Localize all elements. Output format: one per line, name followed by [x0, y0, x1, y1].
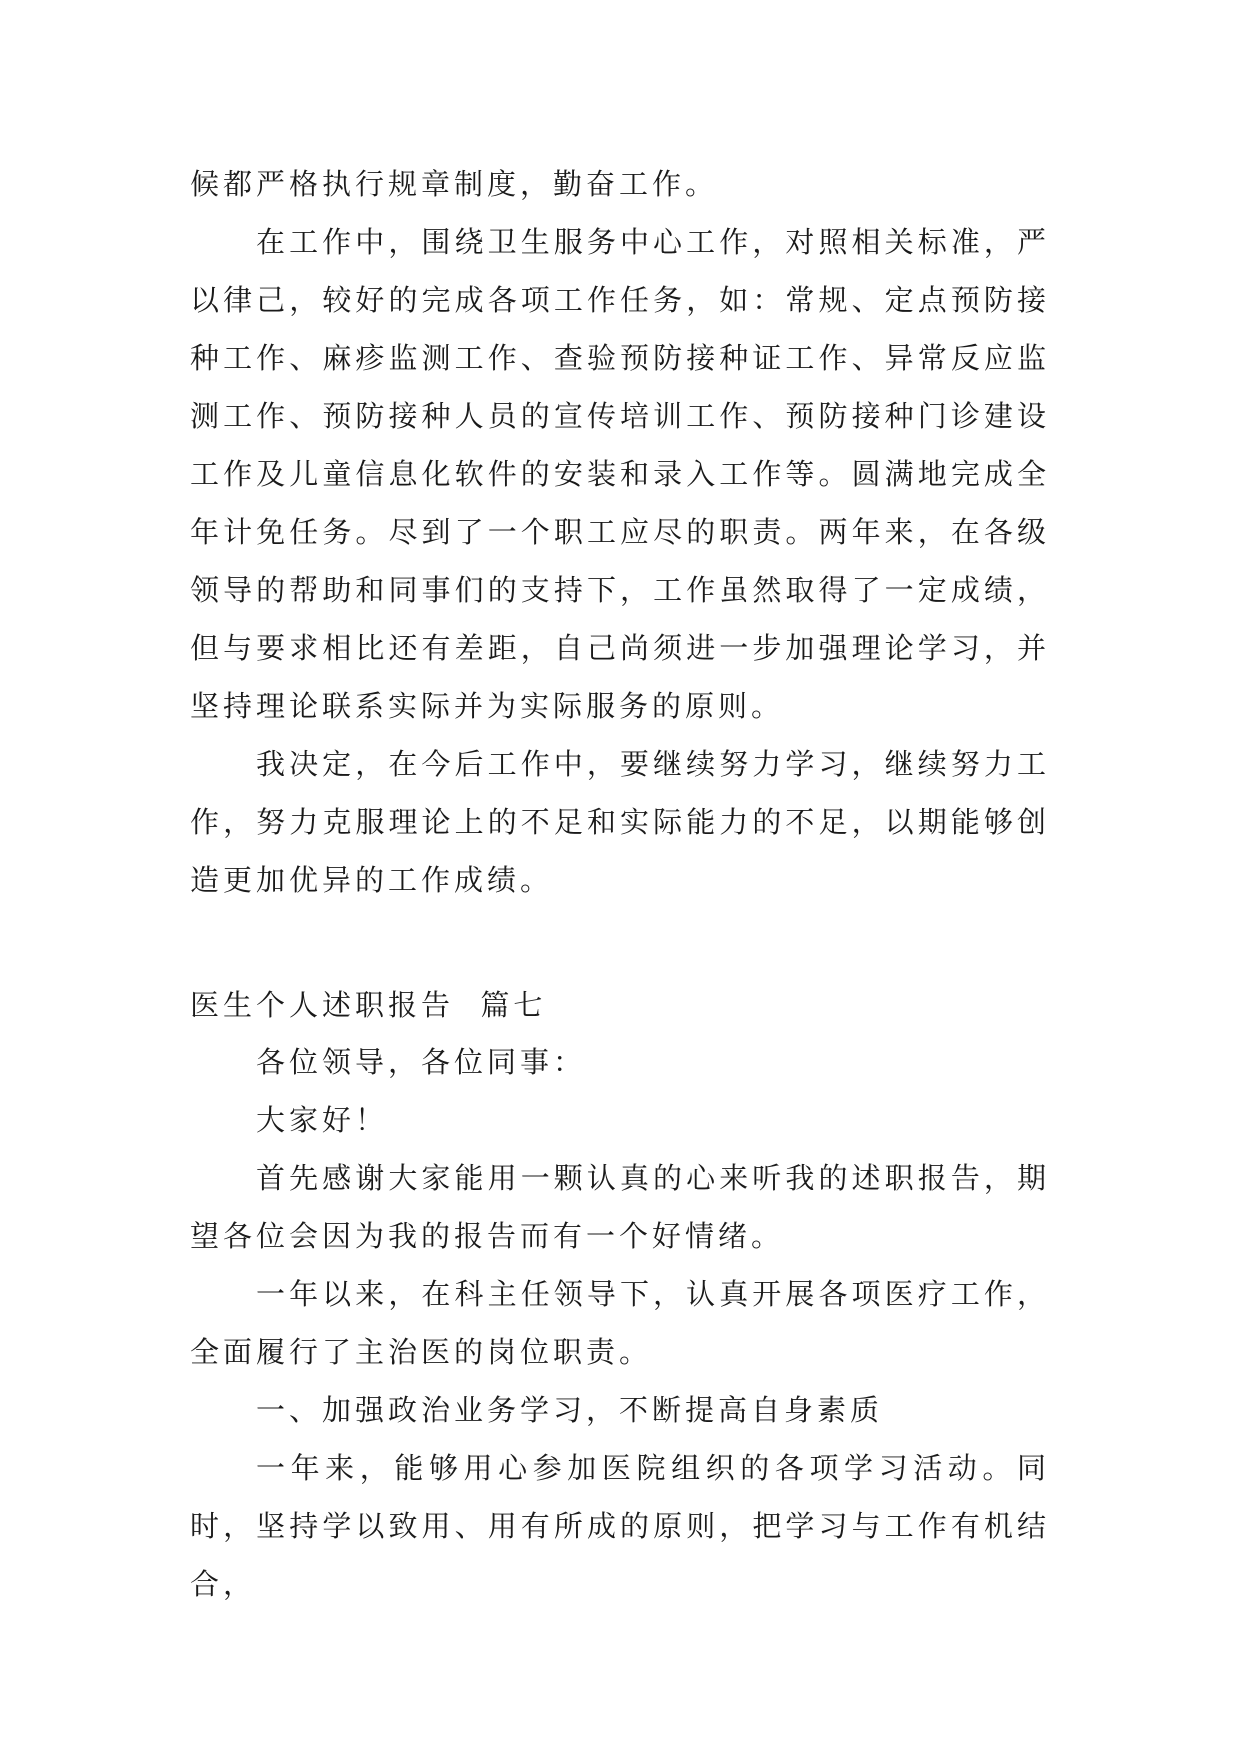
paragraph-work-tasks: 在工作中，围绕卫生服务中心工作，对照相关标准，严以律己，较好的完成各项工作任务，如：常规、定点预防接种工作、麻疹监测工作、查验预防接种证工作、异常反应监测工作、预防接种人员的宣传培训工作、预防接种门诊建设工作及儿童信息化软件的安装和录入工作等。圆满地完成全年计免任务。尽到了一个职工应尽的职责。两年来，在各级领导的帮助和同事们的支持下，工作虽然取得了一定成绩，但与要求相比还有差距，自己尚须进一步加强理论学习，并坚持理论联系实际并为实际服务的原则。	[190, 225, 1050, 723]
paragraph-study-activities: 一年来，能够用心参加医院组织的各项学习活动。同时，坚持学以致用、用有所成的原则，把学习与工作有机结合，	[190, 1451, 1050, 1601]
paragraph-year-summary: 一年以来，在科主任领导下，认真开展各项医疗工作，全面履行了主治医的岗位职责。	[190, 1277, 1050, 1369]
paragraph-subheading-one: 一、加强政治业务学习，不断提高自身素质	[256, 1393, 884, 1427]
paragraph-salutation: 各位领导，各位同事：	[256, 1045, 587, 1079]
section-1	[190, 155, 1050, 909]
section-heading: 医生个人述职报告 篇七	[190, 988, 547, 1022]
paragraph-thanks: 首先感谢大家能用一颗认真的心来听我的述职报告，期望各位会因为我的报告而有一个好情绪。	[190, 1161, 1050, 1253]
paragraph-continuation: 候都严格执行规章制度，勤奋工作。	[190, 167, 719, 201]
paragraph-future-resolution: 我决定，在今后工作中，要继续努力学习，继续努力工作，努力克服理论上的不足和实际能力的不足，以期能够创造更加优异的工作成绩。	[190, 747, 1050, 897]
section-2	[190, 1033, 1050, 1613]
paragraph-greeting: 大家好！	[256, 1103, 389, 1137]
